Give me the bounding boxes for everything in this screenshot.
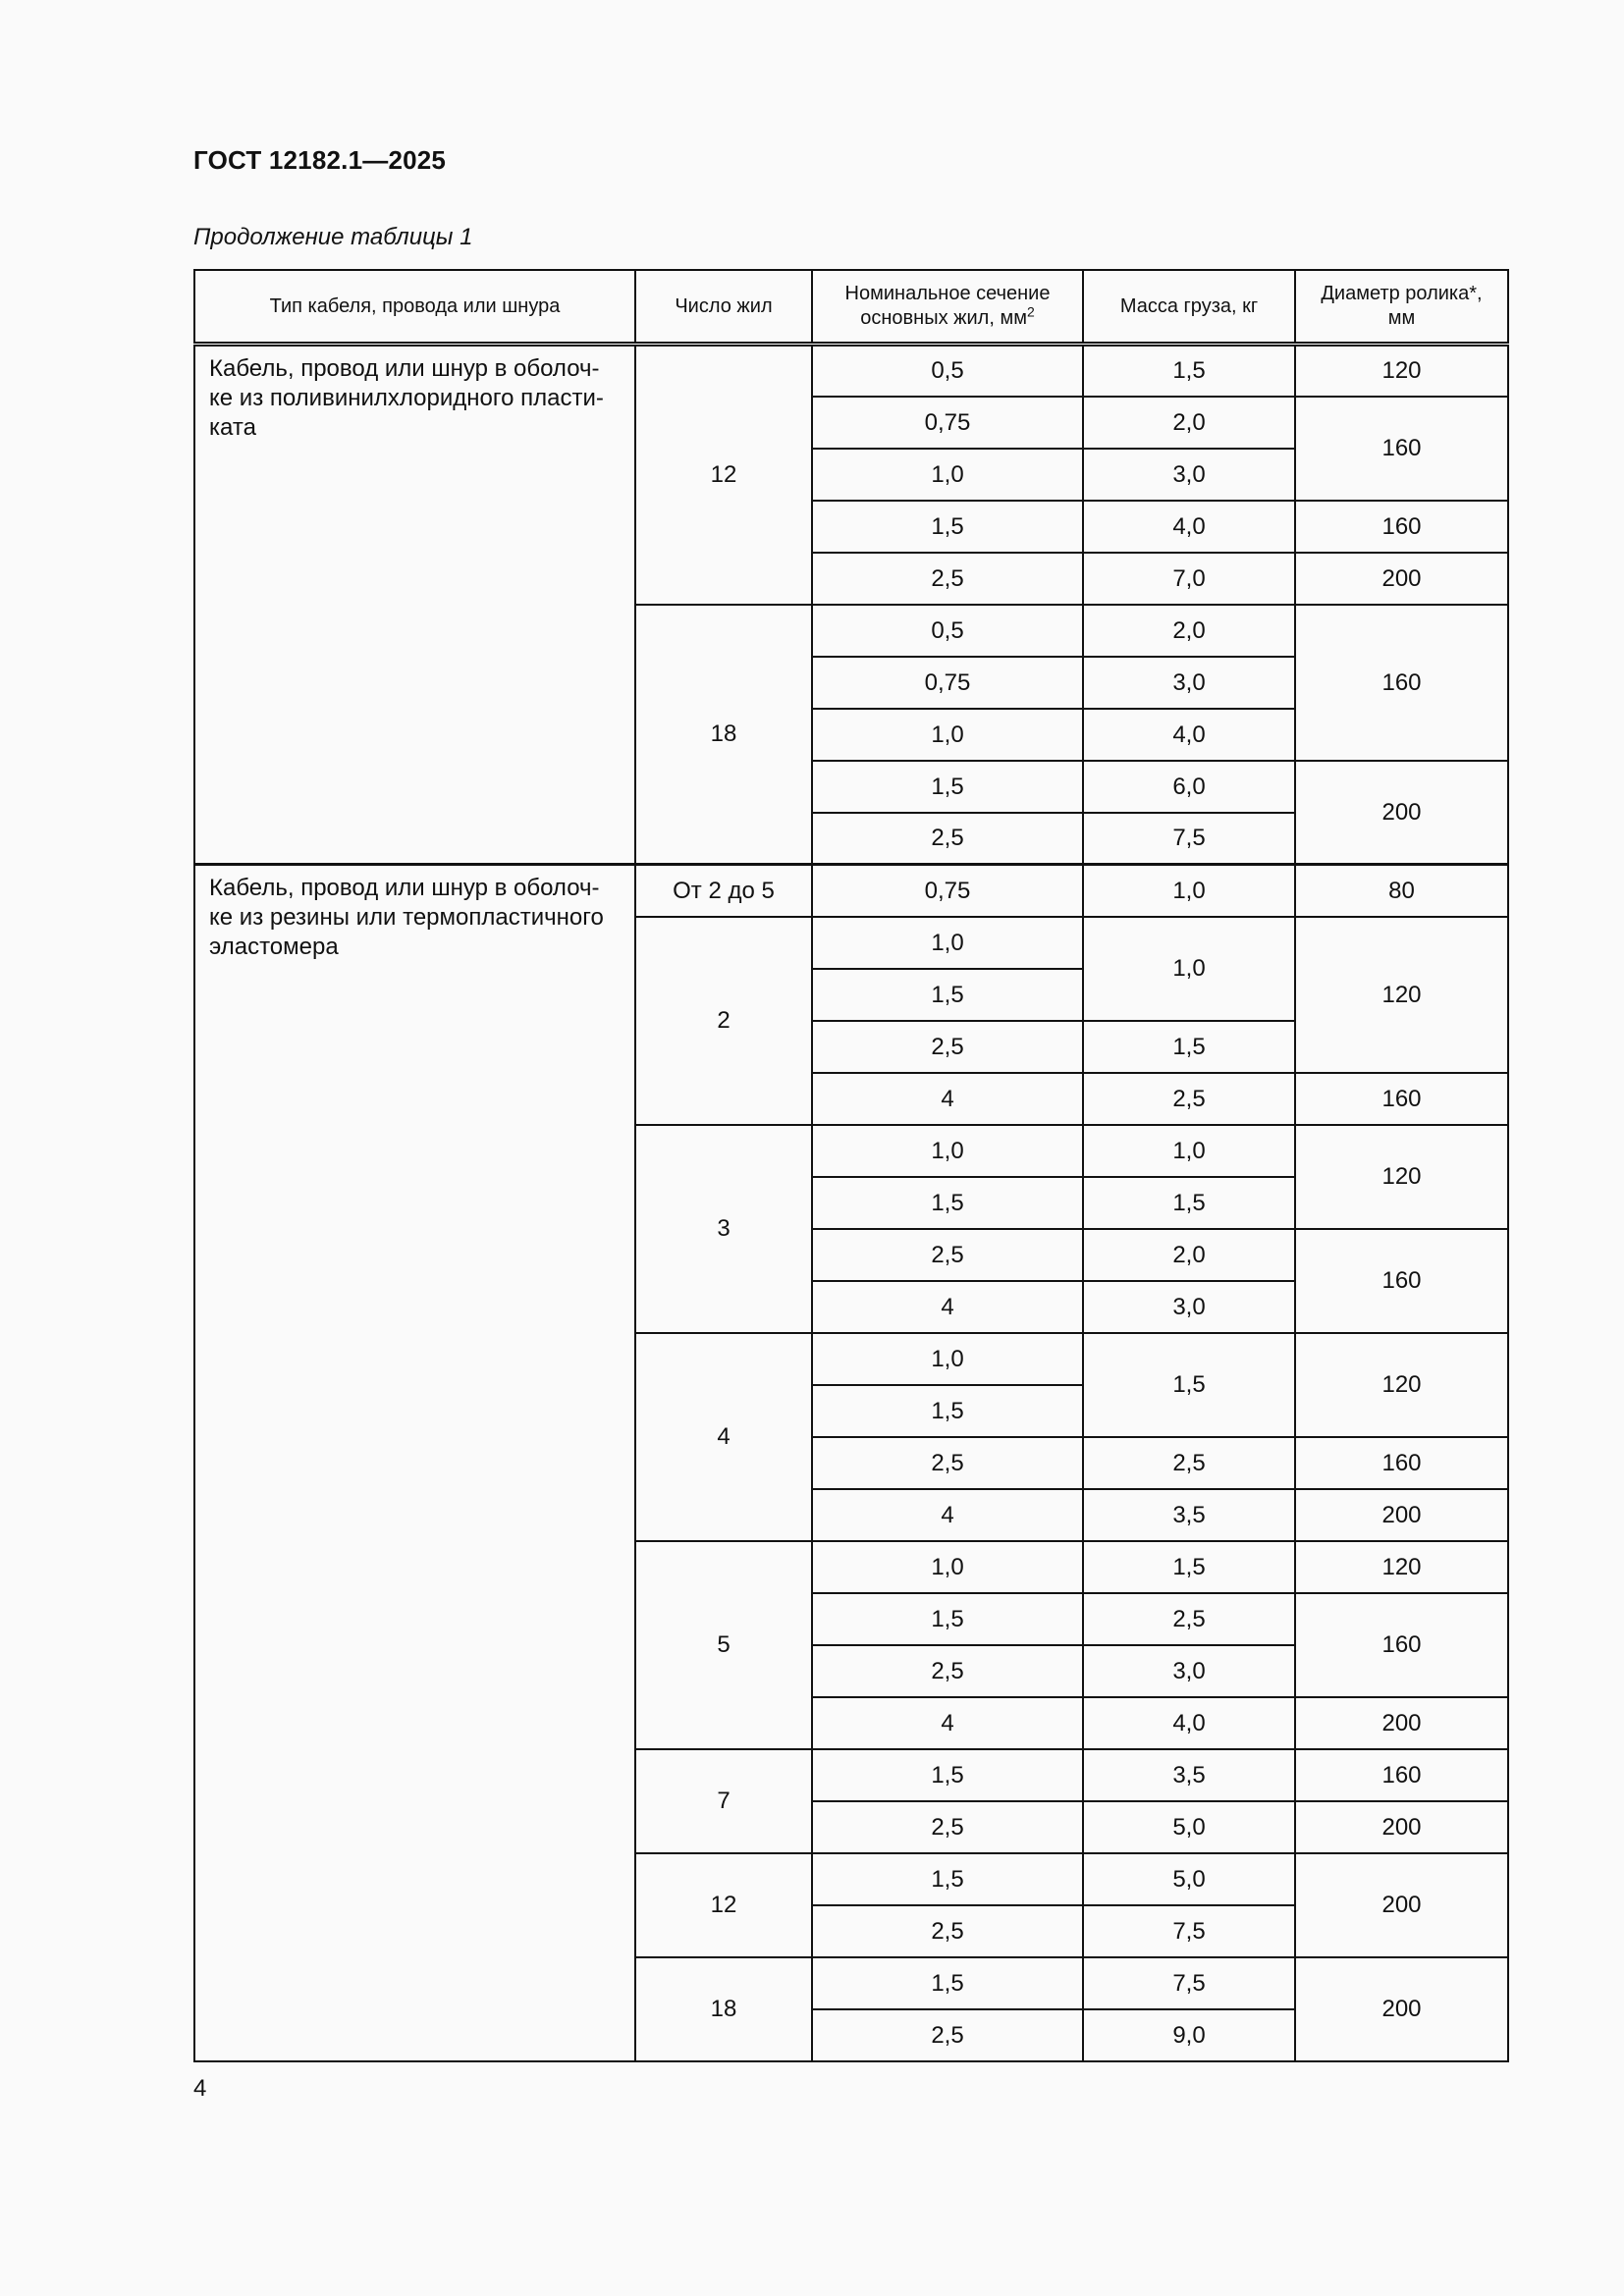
mass-cell: 7,5: [1083, 1957, 1295, 2009]
section-cell: 1,5: [812, 1957, 1083, 2009]
section-cell: 0,75: [812, 865, 1083, 917]
header-cable-type: Тип кабеля, провода или шнура: [194, 270, 635, 345]
diameter-cell: 160: [1295, 1749, 1508, 1801]
diameter-cell: 160: [1295, 1593, 1508, 1697]
section-cell: 1,5: [812, 1853, 1083, 1905]
core-count-cell: 18: [635, 605, 812, 865]
core-count-cell: 3: [635, 1125, 812, 1333]
header-core-count: Число жил: [635, 270, 812, 345]
mass-cell: 2,5: [1083, 1437, 1295, 1489]
section-cell: 2,5: [812, 813, 1083, 865]
mass-cell: 4,0: [1083, 709, 1295, 761]
diameter-cell: 120: [1295, 1333, 1508, 1437]
table-group-rubber: [194, 865, 1508, 2061]
diameter-cell: 160: [1295, 1073, 1508, 1125]
diameter-cell: 80: [1295, 865, 1508, 917]
header-section-line1: Номинальное сечение: [844, 283, 1051, 304]
core-count-cell: 5: [635, 1541, 812, 1749]
header-section-line2: основных жил, мм: [860, 307, 1027, 329]
mass-cell: 1,5: [1083, 1541, 1295, 1593]
section-cell: 2,5: [812, 1021, 1083, 1073]
core-count-cell: 2: [635, 917, 812, 1125]
section-cell: 1,5: [812, 1385, 1083, 1437]
section-cell: 1,0: [812, 709, 1083, 761]
mass-cell: 2,0: [1083, 605, 1295, 657]
section-cell: 1,5: [812, 969, 1083, 1021]
specification-table: [193, 269, 1509, 2062]
cable-type-line: Кабель, провод или шнур в оболоч-: [209, 875, 600, 901]
cable-type-cell: [194, 345, 635, 865]
table-row: [194, 345, 1508, 397]
cable-type-line: ке из резины или термопластичного: [209, 904, 604, 931]
table-caption: Продолжение таблицы 1: [193, 224, 473, 250]
diameter-cell: 160: [1295, 605, 1508, 761]
diameter-cell: 120: [1295, 345, 1508, 397]
header-section-sup: 2: [1026, 303, 1035, 320]
mass-cell: 9,0: [1083, 2009, 1295, 2061]
table-header-row: [194, 270, 1508, 345]
header-roller-diameter: [1295, 270, 1508, 345]
section-cell: 2,5: [812, 1905, 1083, 1957]
mass-cell: 1,0: [1083, 917, 1295, 1021]
section-cell: 1,5: [812, 761, 1083, 813]
header-load-mass: Масса груза, кг: [1083, 270, 1295, 345]
mass-cell: 2,5: [1083, 1593, 1295, 1645]
mass-cell: 7,5: [1083, 813, 1295, 865]
header-nominal-section: [812, 270, 1083, 345]
mass-cell: 7,5: [1083, 1905, 1295, 1957]
cable-type-line: ката: [209, 414, 256, 441]
diameter-cell: 120: [1295, 917, 1508, 1073]
mass-cell: 3,0: [1083, 1281, 1295, 1333]
cable-type-line: ке из поливинилхлоридного пласти-: [209, 385, 604, 411]
mass-cell: 2,0: [1083, 397, 1295, 449]
section-cell: 1,0: [812, 449, 1083, 501]
mass-cell: 3,0: [1083, 449, 1295, 501]
mass-cell: 5,0: [1083, 1853, 1295, 1905]
section-cell: 2,5: [812, 1801, 1083, 1853]
header-diameter-line1: Диаметр ролика*,: [1321, 283, 1483, 304]
section-cell: 4: [812, 1073, 1083, 1125]
section-cell: 2,5: [812, 553, 1083, 605]
cable-type-line: эластомера: [209, 934, 339, 960]
diameter-cell: 160: [1295, 1229, 1508, 1333]
diameter-cell: 200: [1295, 553, 1508, 605]
diameter-cell: 200: [1295, 1697, 1508, 1749]
core-count-cell: 18: [635, 1957, 812, 2061]
diameter-cell: 200: [1295, 761, 1508, 865]
mass-cell: 1,5: [1083, 1177, 1295, 1229]
diameter-cell: 200: [1295, 1957, 1508, 2061]
core-count-cell: От 2 до 5: [635, 865, 812, 917]
section-cell: 2,5: [812, 1645, 1083, 1697]
diameter-cell: 200: [1295, 1853, 1508, 1957]
section-cell: 4: [812, 1697, 1083, 1749]
diameter-cell: 160: [1295, 501, 1508, 553]
section-cell: 1,0: [812, 1333, 1083, 1385]
diameter-cell: 120: [1295, 1125, 1508, 1229]
section-cell: 1,5: [812, 1749, 1083, 1801]
diameter-cell: 120: [1295, 1541, 1508, 1593]
mass-cell: 1,5: [1083, 345, 1295, 397]
cable-type-cell: [194, 865, 635, 2061]
mass-cell: 4,0: [1083, 501, 1295, 553]
diameter-cell: 200: [1295, 1489, 1508, 1541]
section-cell: 1,5: [812, 501, 1083, 553]
table-group-pvc: [194, 345, 1508, 865]
section-cell: 1,0: [812, 1125, 1083, 1177]
section-cell: 0,5: [812, 345, 1083, 397]
table-row: [194, 865, 1508, 917]
section-cell: 4: [812, 1489, 1083, 1541]
section-cell: 4: [812, 1281, 1083, 1333]
core-count-cell: 4: [635, 1333, 812, 1541]
mass-cell: 1,5: [1083, 1333, 1295, 1437]
diameter-cell: 160: [1295, 397, 1508, 501]
mass-cell: 3,0: [1083, 1645, 1295, 1697]
page-number: 4: [193, 2075, 207, 2102]
mass-cell: 1,0: [1083, 865, 1295, 917]
mass-cell: 7,0: [1083, 553, 1295, 605]
mass-cell: 3,5: [1083, 1749, 1295, 1801]
mass-cell: 2,5: [1083, 1073, 1295, 1125]
cable-type-line: Кабель, провод или шнур в оболоч-: [209, 355, 600, 382]
section-cell: 0,5: [812, 605, 1083, 657]
section-cell: 0,75: [812, 397, 1083, 449]
mass-cell: 1,0: [1083, 1125, 1295, 1177]
section-cell: 1,0: [812, 917, 1083, 969]
mass-cell: 2,0: [1083, 1229, 1295, 1281]
core-count-cell: 12: [635, 1853, 812, 1957]
diameter-cell: 160: [1295, 1437, 1508, 1489]
header-diameter-line2: мм: [1387, 307, 1416, 329]
section-cell: 1,0: [812, 1541, 1083, 1593]
document-header: ГОСТ 12182.1—2025: [193, 145, 447, 175]
core-count-cell: 7: [635, 1749, 812, 1853]
mass-cell: 1,5: [1083, 1021, 1295, 1073]
core-count-cell: 12: [635, 345, 812, 605]
mass-cell: 6,0: [1083, 761, 1295, 813]
mass-cell: 3,5: [1083, 1489, 1295, 1541]
diameter-cell: 200: [1295, 1801, 1508, 1853]
section-cell: 1,5: [812, 1177, 1083, 1229]
section-cell: 2,5: [812, 1229, 1083, 1281]
section-cell: 2,5: [812, 2009, 1083, 2061]
mass-cell: 5,0: [1083, 1801, 1295, 1853]
section-cell: 0,75: [812, 657, 1083, 709]
section-cell: 2,5: [812, 1437, 1083, 1489]
mass-cell: 3,0: [1083, 657, 1295, 709]
section-cell: 1,5: [812, 1593, 1083, 1645]
mass-cell: 4,0: [1083, 1697, 1295, 1749]
